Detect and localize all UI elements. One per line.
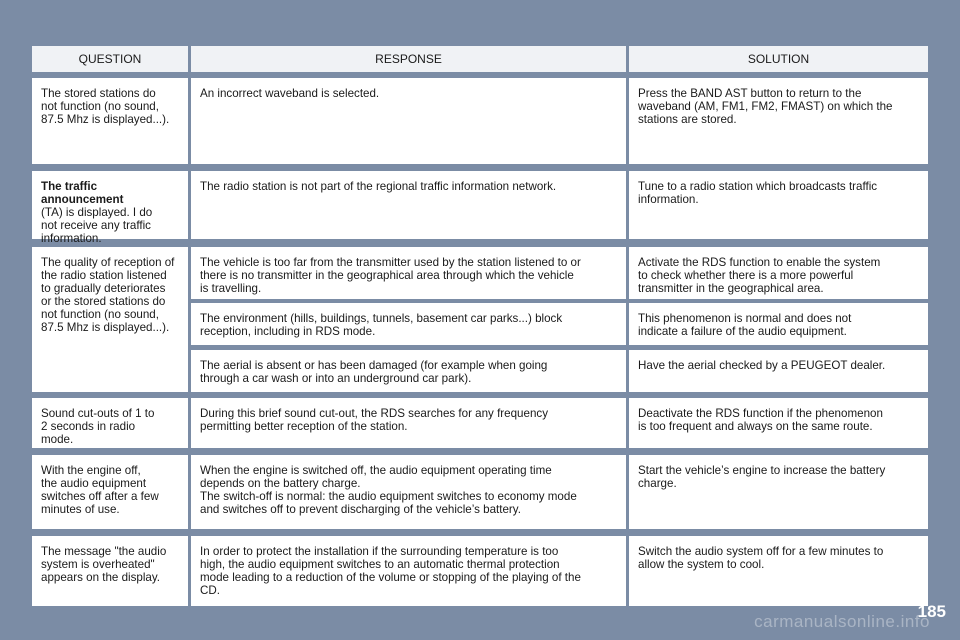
- row4-response: During this brief sound cut-out, the RDS searches for any frequency permitting better reception of the station.: [191, 398, 626, 448]
- row1-response: An incorrect waveband is selected.: [191, 78, 626, 164]
- row6-response: In order to protect the installation if the surrounding temperature is too high, the audio equipment switches to an automatic thermal protection mode leading to a reduction of the volume or stopping of the playing of the CD.: [191, 536, 626, 606]
- row2-response: The radio station is not part of the regional traffic information network.: [191, 171, 626, 239]
- row3b-response: The environment (hills, buildings, tunnels, basement car parks...) block reception, including in RDS mode.: [191, 303, 626, 345]
- page-number: 185: [917, 602, 946, 621]
- row2-question-bold: The traffic announcement: [41, 180, 124, 206]
- row3c-solution: Have the aerial checked by a PEUGEOT dealer.: [629, 350, 928, 392]
- row3c-response: The aerial is absent or has been damaged (for example when going through a car wash or into an underground car park).: [191, 350, 626, 392]
- row3-question: The quality of reception of the radio station listened to gradually deteriorates or the stored stations do not function (no sound, 87.5 Mhz is displayed...).: [32, 247, 188, 392]
- row5-question: With the engine off, the audio equipment switches off after a few minutes of use.: [32, 455, 188, 529]
- row1-solution: Press the BAND AST button to return to the waveband (AM, FM1, FM2, FMAST) on which the stations are stored.: [629, 78, 928, 164]
- row5-response: When the engine is switched off, the audio equipment operating time depends on the battery charge. The switch-off is normal: the audio equipment switches to economy mode and switches off to prevent discharging of the vehicle’s battery.: [191, 455, 626, 529]
- row2-question-text: (TA) is displayed. I do not receive any traffic information.: [41, 206, 153, 245]
- row3a-response: The vehicle is too far from the transmitter used by the station listened to or there is no transmitter in the geographical area through which the vehicle is travelling.: [191, 247, 626, 299]
- row6-question: The message "the audio system is overheated" appears on the display.: [32, 536, 188, 606]
- row3a-solution: Activate the RDS function to enable the system to check whether there is a more powerful transmitter in the geographical area.: [629, 247, 928, 299]
- row2-solution: Tune to a radio station which broadcasts traffic information.: [629, 171, 928, 239]
- header-question: QUESTION: [32, 46, 188, 72]
- header-response: RESPONSE: [191, 46, 626, 72]
- row1-question: The stored stations do not function (no sound, 87.5 Mhz is displayed...).: [32, 78, 188, 164]
- row5-solution: Start the vehicle’s engine to increase the battery charge.: [629, 455, 928, 529]
- row3b-solution: This phenomenon is normal and does not indicate a failure of the audio equipment.: [629, 303, 928, 345]
- watermark: carmanualsonline.info: [754, 612, 930, 631]
- row2-question: [32, 171, 188, 245]
- row6-solution: Switch the audio system off for a few minutes to allow the system to cool.: [629, 536, 928, 606]
- header-solution: SOLUTION: [629, 46, 928, 72]
- row4-solution: Deactivate the RDS function if the phenomenon is too frequent and always on the same route.: [629, 398, 928, 448]
- row4-question: Sound cut-outs of 1 to 2 seconds in radio mode.: [32, 398, 188, 448]
